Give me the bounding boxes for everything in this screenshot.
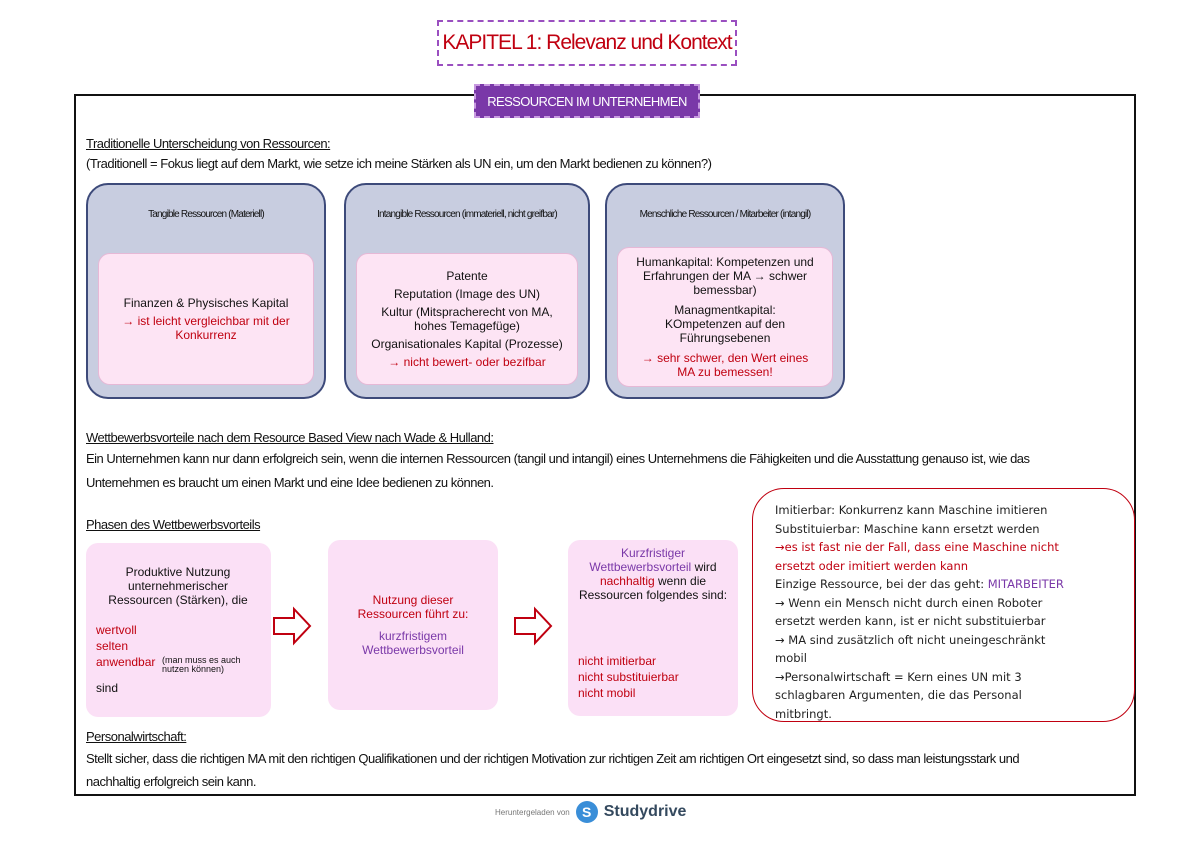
resource-box-content xyxy=(356,253,578,385)
resource-box-content xyxy=(98,253,314,385)
box-line: Kultur (Mitspracherecht von MA, hohes Temagefüge) xyxy=(381,305,553,333)
criterion-selten: selten xyxy=(96,639,129,653)
resource-box-intangible xyxy=(344,183,590,399)
box-line: Patente xyxy=(446,269,488,283)
criterion: nicht mobil xyxy=(578,686,636,700)
info-text: Einzige Ressource, bei der das geht: xyxy=(775,577,988,591)
criterion: nicht imitierbar xyxy=(578,654,657,668)
resource-box-content xyxy=(617,247,833,387)
info-line: → Wenn ein Mensch nicht durch einen Roboter xyxy=(775,595,1043,610)
phase-text: sind xyxy=(96,681,119,695)
phase-text: Nutzung dieser Ressourcen führt zu: xyxy=(357,593,469,621)
section2-line: Unternehmen es braucht um einen Markt und eine Idee bedienen zu können. xyxy=(86,475,494,490)
section1-subtext: (Traditionell = Fokus liegt auf dem Markt, wie setze ich meine Stärken als UN ein, um den Markt bedienen zu können?) xyxy=(86,156,712,171)
arrow-right-icon xyxy=(513,606,553,646)
box-line-highlight: → nicht bewert- oder bezifbar xyxy=(388,355,546,369)
criterion-anwendbar: anwendbar xyxy=(96,655,156,669)
phase-box-1 xyxy=(86,543,271,717)
phase-highlight: kurzfristigem Wettbewerbsvorteil xyxy=(362,629,464,657)
box-line: Humankapital: Kompetenzen und Erfahrungen der MA → schwer bemessbar) xyxy=(636,255,814,297)
phase-box-3 xyxy=(568,540,738,716)
info-line: →Personalwirtschaft = Kern eines UN mit 3 xyxy=(775,669,1022,684)
phase-text-part: wird xyxy=(691,560,717,574)
info-line: Substituierbar: Maschine kann ersetzt werden xyxy=(775,521,1040,536)
section-banner: RESSOURCEN IM UNTERNEHMEN xyxy=(474,84,700,118)
info-box xyxy=(752,488,1135,722)
phase-highlight: nachhaltig xyxy=(599,574,655,588)
section3-heading: Phasen des Wettbewerbsvorteils xyxy=(86,517,261,532)
box-line-highlight: → sehr schwer, den Wert eines MA zu bemessen! xyxy=(641,351,809,379)
box-line-highlight: → ist leicht vergleichbar mit der Konkurrenz xyxy=(122,314,290,342)
section4-line: nachhaltig erfolgreich sein kann. xyxy=(86,774,256,789)
box-line: Organisationales Kapital (Prozesse) xyxy=(371,337,563,351)
info-line: mobil xyxy=(775,651,807,665)
criterion: nicht substituierbar xyxy=(578,670,679,684)
arrow-right-icon xyxy=(272,606,312,646)
resource-box-title: Intangible Ressourcen (immateriell, nicht greifbar) xyxy=(377,209,557,220)
section2-heading: Wettbewerbsvorteile nach dem Resource Based View nach Wade & Hulland: xyxy=(86,430,494,445)
section1-heading: Traditionelle Unterscheidung von Ressourcen: xyxy=(86,136,331,151)
resource-box-title: Tangible Ressourcen (Materiell) xyxy=(148,209,264,220)
section4-heading: Personalwirtschaft: xyxy=(86,729,187,744)
phase-highlight: Kurzfristiger Wettbewerbsvorteil xyxy=(589,546,692,574)
info-line: ersetzt werden kann, ist er nicht substituierbar xyxy=(775,614,1046,628)
info-line: mitbringt. xyxy=(775,706,832,721)
section2-line: Ein Unternehmen kann nur dann erfolgreich sein, wenn die internen Ressourcen (tangil und intangil) eines Unternehmens die Fähigkeiten und die Ausstattung genauso ist, wie das xyxy=(86,451,1030,466)
studydrive-logo-icon: S xyxy=(576,801,598,823)
info-line: Imitierbar: Konkurrenz kann Maschine imitieren xyxy=(775,503,1048,517)
criterion-note: (man muss es auch nutzen können) xyxy=(162,655,241,674)
phase-text xyxy=(578,546,728,602)
footer-label: Heruntergeladen von xyxy=(495,807,570,817)
footer-brand: Studydrive xyxy=(603,803,687,820)
phase-text-part: wenn die Ressourcen folgendes sind: xyxy=(578,574,728,602)
phase-text: Produktive Nutzung unternehmerischer Ressourcen (Stärken), die xyxy=(108,565,248,607)
page-title: KAPITEL 1: Relevanz und Kontext xyxy=(437,20,737,66)
box-line: Managmentkapital: KOmpetenzen auf den Führungsebenen xyxy=(664,303,786,345)
footer-branding[interactable] xyxy=(495,799,715,825)
box-line: Reputation (Image des UN) xyxy=(393,287,541,301)
resource-box-tangible xyxy=(86,183,326,399)
info-line: ersetzt oder imitiert werden kann xyxy=(775,558,969,573)
section4-line: Stellt sicher, dass die richtigen MA mit den richtigen Qualifikationen und der richtigen Motivation zur richtigen Zeit am richtigen Ort eingesetzt sind, so dass man leistungsstark und xyxy=(86,751,1020,766)
info-highlight: MITARBEITER xyxy=(987,577,1064,591)
phase-box-2 xyxy=(328,540,498,710)
resource-box-title: Menschliche Ressourcen / Mitarbeiter (intangil) xyxy=(639,209,811,220)
info-line: schlagbaren Argumenten, die das Personal xyxy=(775,688,1022,702)
info-line xyxy=(775,575,1114,594)
criterion-wertvoll: wertvoll xyxy=(96,623,137,637)
info-line: →es ist fast nie der Fall, dass eine Maschine nicht xyxy=(775,540,1059,554)
info-line: → MA sind zusätzlich oft nicht uneingeschränkt xyxy=(775,632,1046,647)
resource-box-human xyxy=(605,183,845,399)
box-line: Finanzen & Physisches Kapital xyxy=(123,296,289,310)
